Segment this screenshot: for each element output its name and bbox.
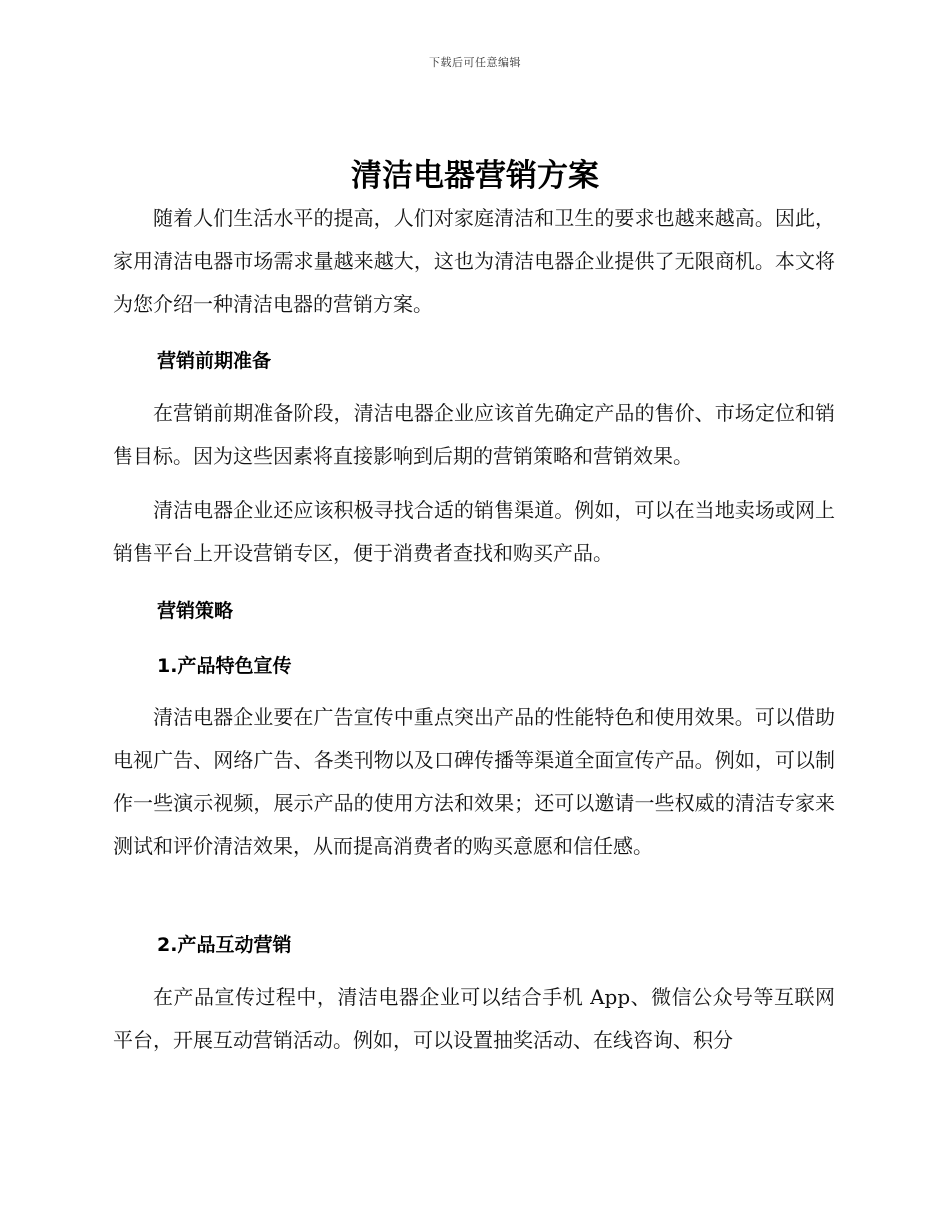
subsection-heading-feature-promotion: 1.产品特色宣传 xyxy=(157,655,292,677)
header-note: 下载后可任意编辑 xyxy=(429,56,521,69)
section-heading-preparation: 营销前期准备 xyxy=(157,350,272,372)
preparation-paragraph-1: 在营销前期准备阶段，清洁电器企业应该首先确定产品的售价、市场定位和销售目标。因为这些因素将直接影响到后期的营销策略和营销效果。 xyxy=(113,401,835,468)
feature-promotion-paragraph: 清洁电器企业要在广告宣传中重点突出产品的性能特色和使用效果。可以借助电视广告、网络广告、各类刊物以及口碑传播等渠道全面宣传产品。例如，可以制作一些演示视频，展示产品的使用方法和效果；还可以邀请一些权威的清洁专家来测试和评价清洁效果，从而提高消费者的购买意愿和信任感。 xyxy=(113,705,835,858)
section-heading-strategy: 营销策略 xyxy=(157,600,234,622)
preparation-paragraph-2: 清洁电器企业还应该积极寻找合适的销售渠道。例如，可以在当地卖场或网上销售平台上开设营销专区，便于消费者查找和购买产品。 xyxy=(113,498,835,565)
interactive-marketing-paragraph: 在产品宣传过程中，清洁电器企业可以结合手机 App、微信公众号等互联网平台，开展互动营销活动。例如，可以设置抽奖活动、在线咨询、积分 xyxy=(113,985,835,1052)
subsection-heading-interactive-marketing: 2.产品互动营销 xyxy=(157,934,292,956)
intro-paragraph: 随着人们生活水平的提高，人们对家庭清洁和卫生的要求也越来越高。因此，家用清洁电器市场需求量越来越大，这也为清洁电器企业提供了无限商机。本文将为您介绍一种清洁电器的营销方案。 xyxy=(113,206,835,316)
document-title: 清洁电器营销方案 xyxy=(351,158,599,194)
